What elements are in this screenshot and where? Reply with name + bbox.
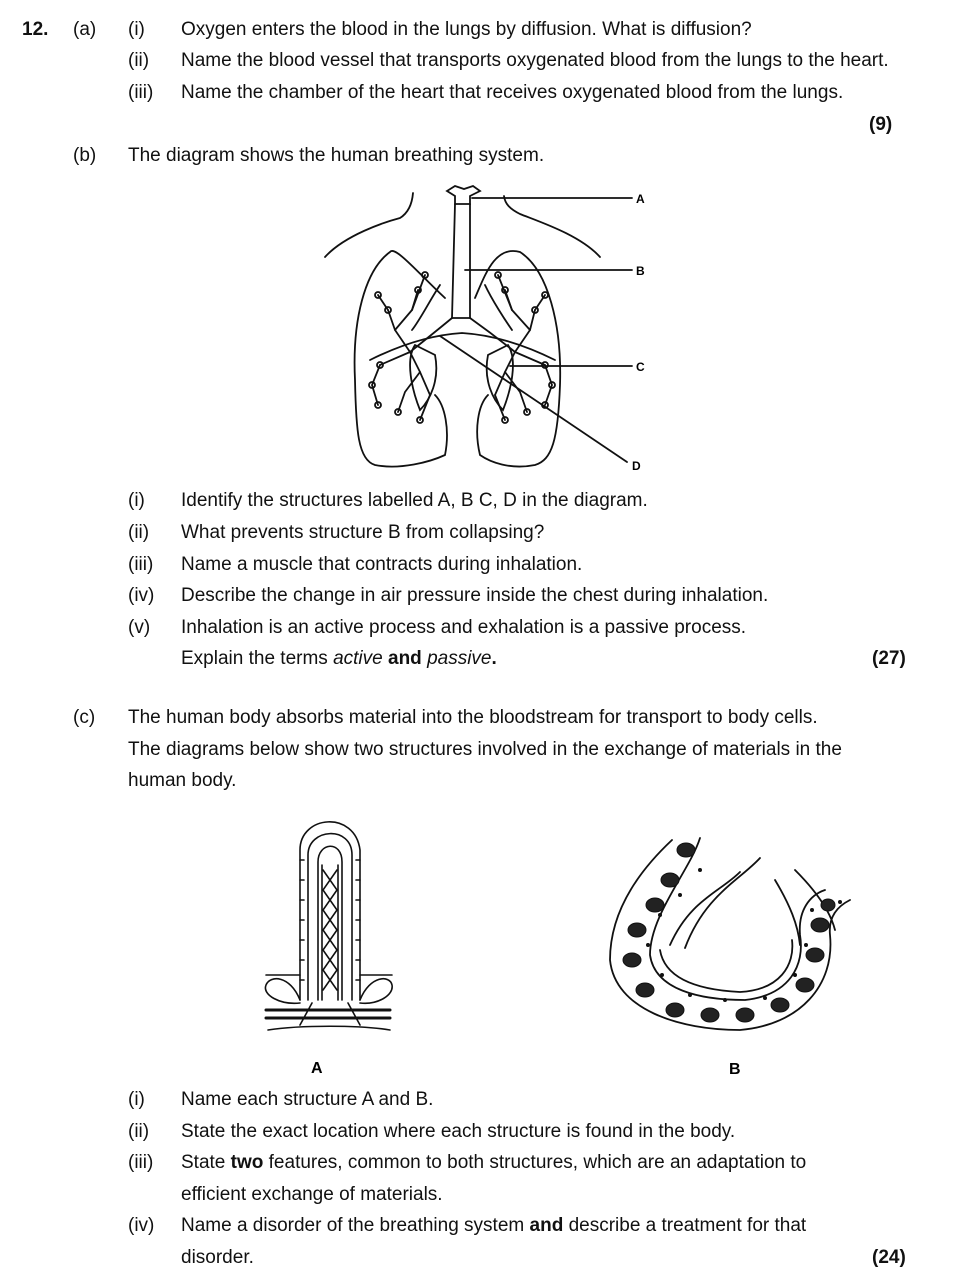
part-c-item-iv-text xyxy=(181,1215,806,1237)
part-c-intro-line-3: human body. xyxy=(128,770,237,791)
question-number: 12. xyxy=(22,19,49,40)
part-c-item-ii-text: State the exact location where each structure is found in the body. xyxy=(181,1121,736,1142)
part-c-item-iii-num: (iii) xyxy=(128,1152,154,1173)
part-c-intro-line-1: The human body absorbs material into the bloodstream for transport to body cells. xyxy=(128,707,818,728)
part-a-item-ii-text: Name the blood vessel that transports oxygenated blood from the lungs to the heart. xyxy=(181,50,889,71)
part-b-item-iv-num: (iv) xyxy=(128,585,155,606)
explain-end: . xyxy=(491,648,497,669)
part-b-item-iii-num: (iii) xyxy=(128,554,154,575)
part-c-item-iii-line2: efficient exchange of materials. xyxy=(181,1184,443,1205)
part-a-item-i-num: (i) xyxy=(128,19,145,40)
explain-active: active xyxy=(333,648,383,669)
part-a-item-iii-text: Name the chamber of the heart that receives oxygenated blood from the lungs. xyxy=(181,82,844,103)
part-b-item-ii-num: (ii) xyxy=(128,522,150,543)
part-b-item-v-num: (v) xyxy=(128,617,151,638)
explain-and: and xyxy=(382,648,428,669)
part-b-item-i-num: (i) xyxy=(128,490,145,511)
part-a-label: (a) xyxy=(73,19,97,40)
part-b-item-iv-text: Describe the change in air pressure inside the chest during inhalation. xyxy=(181,585,769,606)
lungs-label-a: A xyxy=(636,192,645,206)
item-iii-post: features, common to both structures, which are an adaptation to xyxy=(263,1152,807,1173)
part-c-item-iv-line2: disorder. xyxy=(181,1247,254,1268)
part-c-item-iii-text xyxy=(181,1152,806,1174)
explain-prefix: Explain the terms xyxy=(181,648,334,669)
lungs-label-d: D xyxy=(632,459,641,473)
alveolus-label-b: B xyxy=(729,1061,741,1078)
part-a-item-i-text: Oxygen enters the blood in the lungs by diffusion. What is diffusion? xyxy=(181,19,752,40)
part-b-marks: (27) xyxy=(872,648,906,669)
part-b-item-i-text: Identify the structures labelled A, B C, D in the diagram. xyxy=(181,490,648,511)
item-iv-pre: Name a disorder of the breathing system xyxy=(181,1215,530,1236)
part-c-item-iv-num: (iv) xyxy=(128,1215,155,1236)
part-c-label: (c) xyxy=(73,707,96,728)
part-b-item-iii-text: Name a muscle that contracts during inhalation. xyxy=(181,554,583,575)
part-c-intro-line-2: The diagrams below show two structures involved in the exchange of materials in the xyxy=(128,739,842,760)
item-iv-bold: and xyxy=(529,1215,564,1236)
item-iii-pre: State xyxy=(181,1152,231,1173)
lungs-label-c: C xyxy=(636,360,645,374)
part-b-label: (b) xyxy=(73,145,97,166)
part-b-item-ii-text: What prevents structure B from collapsing? xyxy=(181,522,545,543)
part-b-item-v-text: Inhalation is an active process and exhalation is a passive process. xyxy=(181,617,747,638)
explain-passive: passive xyxy=(427,648,492,669)
part-a-item-ii-num: (ii) xyxy=(128,50,150,71)
part-a-item-iii-num: (iii) xyxy=(128,82,154,103)
part-c-item-i-text: Name each structure A and B. xyxy=(181,1089,434,1110)
lungs-label-b: B xyxy=(636,264,645,278)
part-c-marks: (24) xyxy=(872,1247,906,1268)
part-c-item-i-num: (i) xyxy=(128,1089,145,1110)
part-b-intro: The diagram shows the human breathing system. xyxy=(128,145,545,166)
item-iii-bold: two xyxy=(230,1152,264,1173)
part-a-marks: (9) xyxy=(869,114,893,135)
villus-label-a: A xyxy=(311,1060,323,1077)
part-c-item-ii-num: (ii) xyxy=(128,1121,150,1142)
item-iv-post: describe a treatment for that xyxy=(563,1215,807,1236)
